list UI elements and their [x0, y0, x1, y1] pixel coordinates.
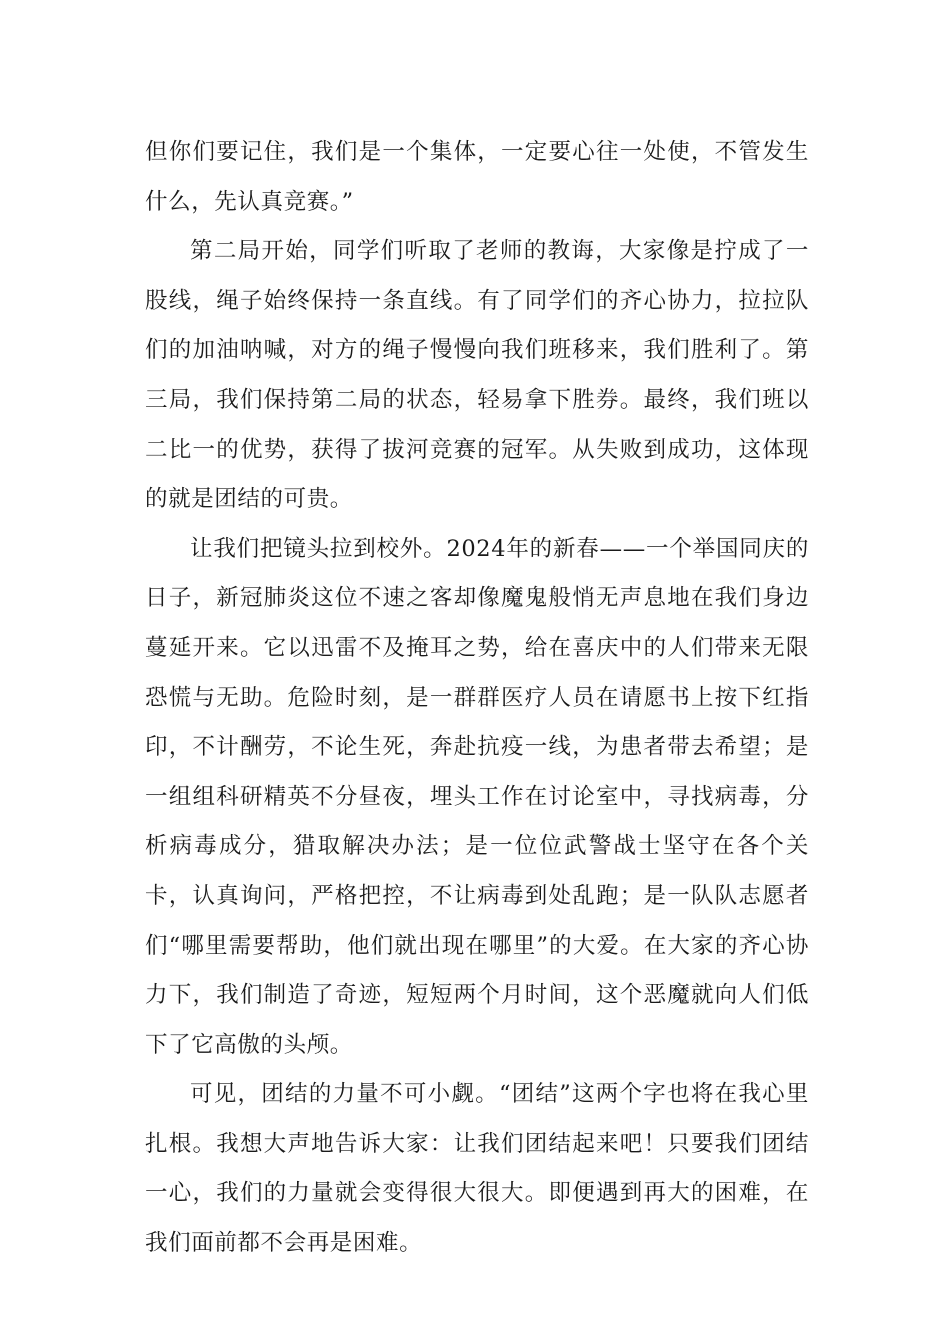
- body-text: [145, 128, 809, 1269]
- paragraph-conclusion: 可见，团结的力量不可小觑。“团结”这两个字也将在我心里扎根。我想大声地告诉大家：让我们团结起来吧！只要我们团结一心，我们的力量就会变得很大很大。即便遇到再大的困难，在我们面前都不会再是困难。: [145, 1081, 809, 1257]
- paragraph-tug-of-war-victory: 第二局开始，同学们听取了老师的教诲，大家像是拧成了一股线，绳子始终保持一条直线。有了同学们的齐心协力，拉拉队们的加油呐喊，对方的绳子慢慢向我们班移来，我们胜利了。第三局，我们保持第二局的状态，轻易拿下胜券。最终，我们班以二比一的优势，获得了拔河竞赛的冠军。从失败到成功，这体现的就是团结的可贵。: [145, 238, 809, 513]
- paragraph-pandemic: 让我们把镜头拉到校外。2024年的新春——一个举国同庆的日子，新冠肺炎这位不速之客却像魔鬼般悄无声息地在我们身边蔓延开来。它以迅雷不及掩耳之势，给在喜庆中的人们带来无限恐慌与无助。危险时刻，是一群群医疗人员在请愿书上按下红指印，不计酬劳，不论生死，奔赴抗疫一线，为患者带去希望；是一组组科研精英不分昼夜，埋头工作在讨论室中，寻找病毒，分析病毒成分，猎取解决办法；是一位位武警战士坚守在各个关卡，认真询问，严格把控，不让病毒到处乱跑；是一队队志愿者们“哪里需要帮助，他们就出现在哪里”的大爱。在大家的齐心协力下，我们制造了奇迹，短短两个月时间，这个恶魔就向人们低下了它高傲的头颅。: [145, 535, 809, 1058]
- paragraph-continuation: 但你们要记住，我们是一个集体，一定要心往一处使，不管发生什么，先认真竞赛。”: [145, 139, 809, 215]
